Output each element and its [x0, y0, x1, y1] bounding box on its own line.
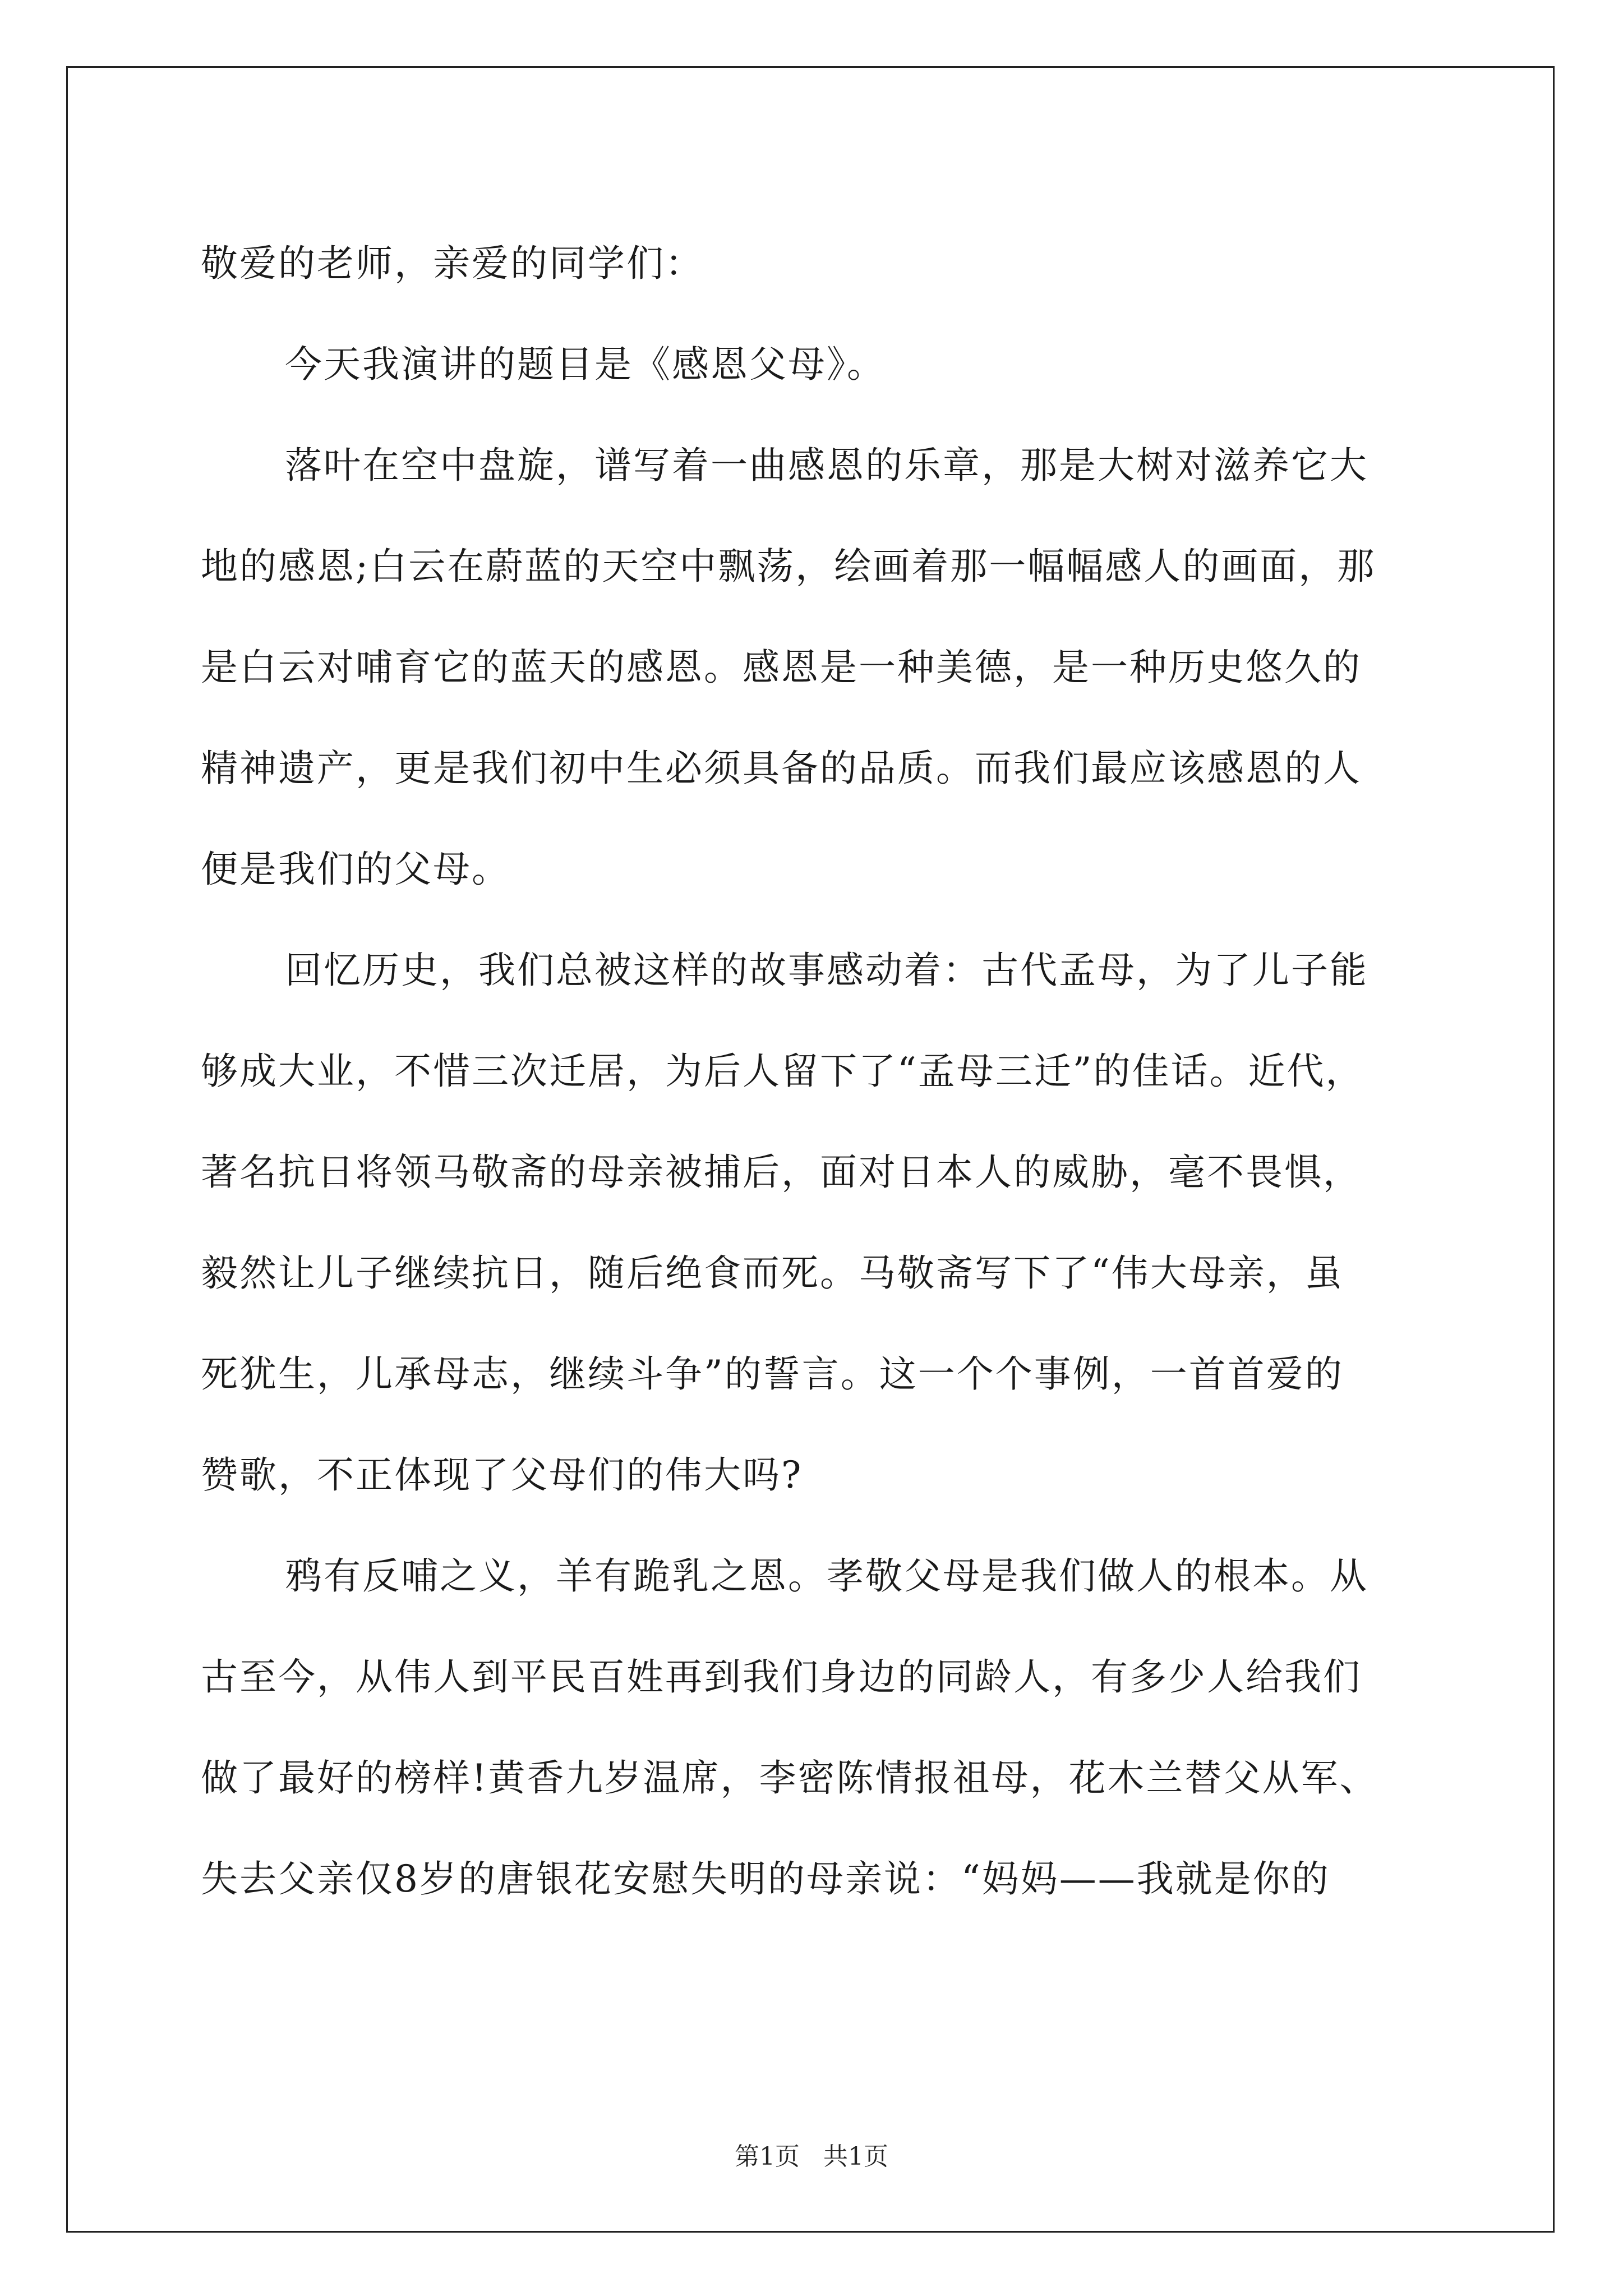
text-line: 死犹生，儿承母志，继续斗争”的誓言。这一个个事例，一首首爱的	[201, 1352, 1344, 1396]
text-line: 今天我演讲的题目是《感恩父母》。	[285, 343, 886, 386]
text-line: 毅然让儿子继续抗日，随后绝食而死。马敬斋写下了“伟大母亲，虽	[201, 1251, 1344, 1295]
document-body	[201, 213, 1423, 1930]
text-line: 回忆历史，我们总被这样的故事感动着：古代孟母，为了儿子能	[285, 949, 1368, 992]
text-line: 古至今，从伟人到平民百姓再到我们身边的同龄人，有多少人给我们	[201, 1655, 1362, 1699]
text-line: 著名抗日将领马敬斋的母亲被捕后，面对日本人的威胁，毫不畏惧，	[201, 1151, 1362, 1194]
text-line: 赞歌，不正体现了父母们的伟大吗?	[201, 1453, 803, 1497]
page-footer: 第1页 共1页	[735, 2142, 888, 2171]
text-line: 敬爱的老师，亲爱的同学们：	[201, 242, 704, 285]
text-line: 便是我们的父母。	[201, 848, 510, 891]
text-line: 地的感恩;白云在蔚蓝的天空中飘荡，绘画着那一幅幅感人的画面，那	[201, 545, 1376, 588]
text-line: 做了最好的榜样!黄香九岁温席，李密陈情报祖母，花木兰替父从军、	[201, 1756, 1378, 1800]
text-line: 够成大业，不惜三次迁居，为后人留下了“孟母三迁”的佳话。近代，	[201, 1050, 1364, 1093]
text-line: 精神遗产，更是我们初中生必须具备的品质。而我们最应该感恩的人	[201, 747, 1362, 790]
text-line: 是白云对哺育它的蓝天的感恩。感恩是一种美德，是一种历史悠久的	[201, 646, 1362, 689]
text-line: 失去父亲仅8岁的唐银花安慰失明的母亲说：“妈妈——我就是你的	[201, 1857, 1330, 1901]
text-line: 鸦有反哺之义，羊有跪乳之恩。孝敬父母是我们做人的根本。从	[285, 1554, 1368, 1598]
text-line: 落叶在空中盘旋，谱写着一曲感恩的乐章，那是大树对滋养它大	[285, 444, 1368, 487]
